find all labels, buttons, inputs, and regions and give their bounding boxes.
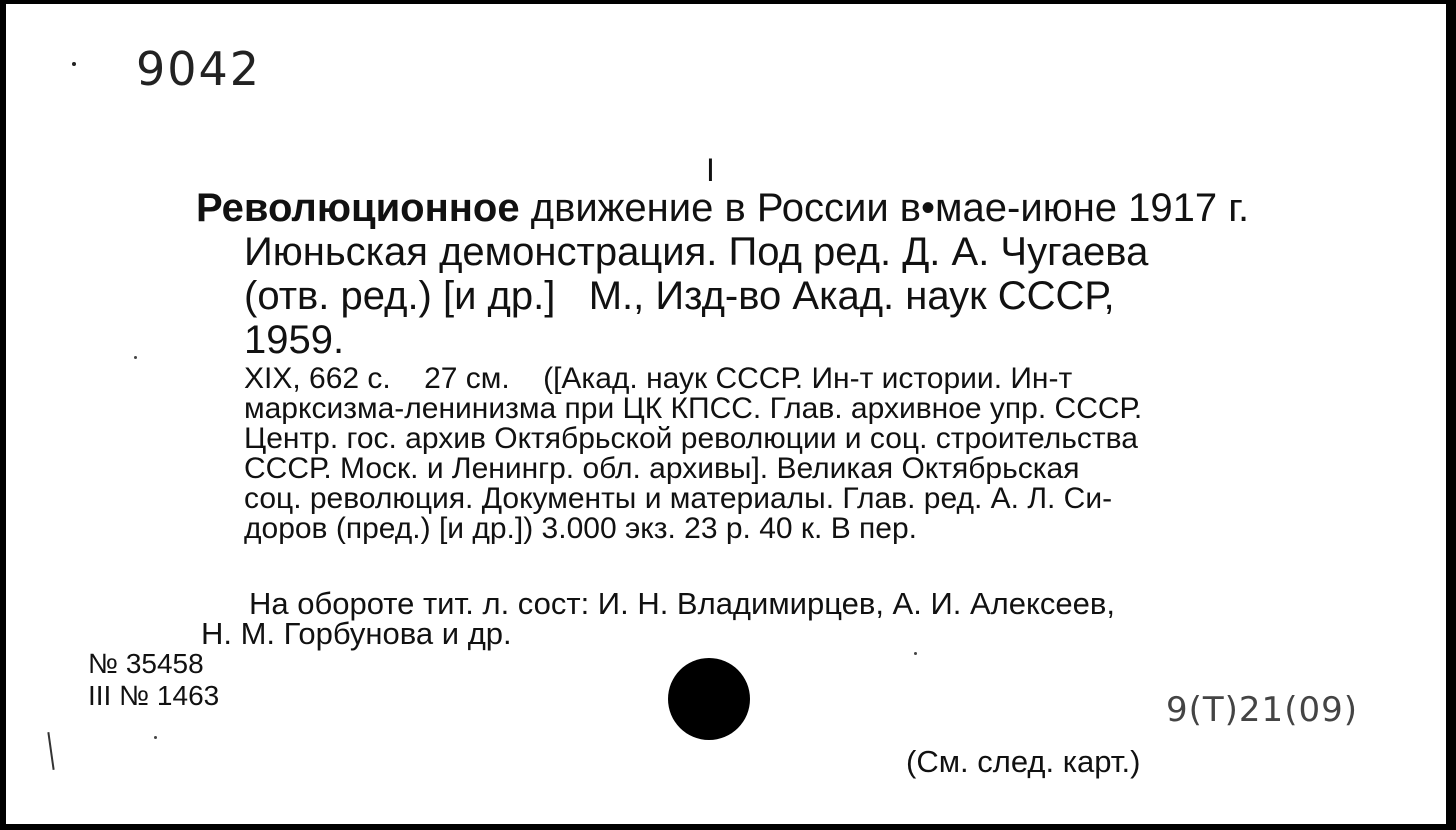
title-line-2: Июньская демонстрация. Под ред. Д. А. Чугаева [244,230,1149,274]
punch-hole [668,658,750,740]
title-lead: Революционное [196,186,520,230]
speck-mark [134,356,137,359]
title-block [196,186,1366,362]
title-line-1-rest: движение в России в•мае-июне 1917 г. [519,186,1250,230]
note-block [201,586,1366,651]
catalog-card [6,4,1446,824]
title-line-3: (отв. ред.) [и др.] М., Изд-во Акад. наук СССР, [244,274,1115,318]
speck-mark [914,652,917,655]
description-line: XIX, 662 с. 27 см. ([Акад. наук СССР. Ин-т истории. Ин-т [244,362,1073,395]
description-line: соц. революция. Документы и материалы. Глав. ред. А. Л. Си- [244,482,1113,515]
accession-number: III № 1463 [88,680,220,711]
accession-numbers [88,648,219,712]
note-line: Н. М. Горбунова и др. [201,616,512,651]
description-line: доров (пред.) [и др.]) 3.000 экз. 23 р. 40 к. В пер. [244,512,918,545]
description-block [244,364,1366,544]
speck-mark [72,62,76,66]
title-line-1 [196,186,1366,230]
speck-mark [154,736,157,739]
accession-number: № 35458 [88,648,204,679]
handwritten-number: 9042 [136,42,262,96]
description-line: марксизма-ленинизма при ЦК КПСС. Глав. архивное упр. СССР. [244,392,1143,425]
description-line: СССР. Моск. и Ленингр. обл. архивы]. Великая Октябрьская [244,452,1080,485]
title-line-4: 1959. [244,318,345,362]
section-mark: I [706,152,715,188]
see-next-card: (См. след. карт.) [906,744,1141,779]
description-line: Центр. гос. архив Октябрьской революции и соц. строительства [244,422,1138,455]
note-line: На обороте тит. л. сост: И. Н. Владимирцев, А. И. Алексеев, [249,586,1115,621]
classification-code: 9(Т)21(09) [1166,690,1358,730]
pencil-mark [47,732,54,770]
